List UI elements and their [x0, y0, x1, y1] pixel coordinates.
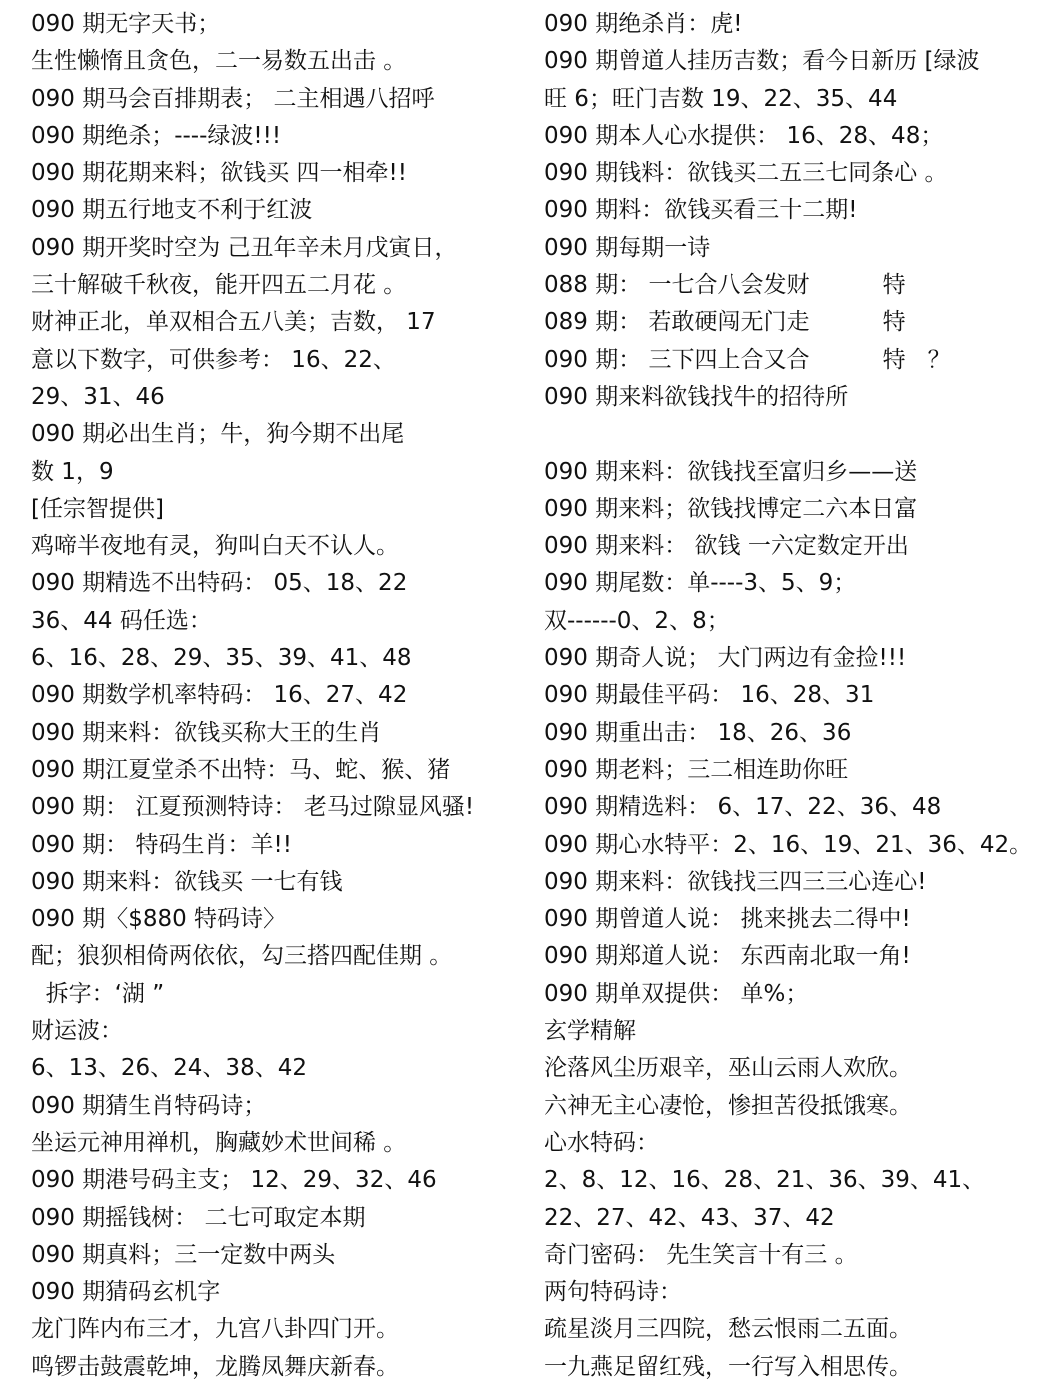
text-line: 090 期钱料：欲钱买二五三七同条心 。: [544, 160, 948, 187]
left-column: [31, 6, 521, 1386]
text-line: 090 期来料欲钱找牛的招待所: [544, 383, 849, 410]
text-line: 090 期必出生肖；牛，狗今期不出尾: [31, 421, 405, 448]
text-line: 090 期本人心水提供： 16、28、48；: [544, 122, 944, 149]
text-line: 36、44 码任选：: [31, 607, 212, 634]
text-line: 沦落风尘历艰辛，巫山云雨人欢欣。: [544, 1055, 912, 1082]
text-line: 坐运元神用禅机，胸藏妙术世间稀 。: [31, 1129, 407, 1156]
text-line: 三十解破千秋夜，能开四五二月花 。: [31, 272, 407, 299]
text-line: 090 期绝杀；----绿波!!!: [31, 122, 282, 149]
text-line: 疏星淡月三四院，愁云恨雨二五面。: [544, 1316, 912, 1343]
text-line: 生性懒惰且贪色，二一易数五出击 。: [31, 48, 407, 75]
text-line: 090 期来料：欲钱找三四三三心连心!: [544, 868, 927, 895]
text-line: 090 期来料：欲钱找至富归乡——送: [544, 458, 918, 485]
text-line: 090 期无字天书；: [31, 11, 221, 37]
text-line: 心水特码：: [544, 1129, 659, 1156]
text-line: 090 期来料：欲钱买称大王的生肖: [31, 719, 382, 746]
text-line: 一九燕足留红残，一行写入相思传。: [544, 1353, 912, 1380]
text-line: 090 期郑道人说： 东西南北取一角!: [544, 943, 911, 970]
text-line: 090 期曾道人说： 挑来挑去二得中!: [544, 906, 911, 933]
text-line: 090 期心水特平：2、16、19、21、36、42。: [544, 831, 1033, 858]
text-line: 090 期单双提供： 单%；: [544, 980, 809, 1007]
text-line: 090 期〈$880 特码诗〉: [31, 906, 287, 933]
text-line: 龙门阵内布三才，九宫八卦四门开。: [31, 1316, 399, 1343]
text-line: 玄学精解: [544, 1018, 636, 1045]
text-line: 29、31、46: [31, 383, 165, 410]
text-line: 旺 6；旺门吉数 19、22、35、44: [544, 85, 898, 112]
text-line: 090 期猜码玄机字: [31, 1279, 221, 1306]
text-line: 090 期： 江夏预测特诗： 老马过隙显风骚!: [31, 794, 475, 821]
text-line: 090 期每期一诗: [544, 234, 711, 261]
text-line: [任宗智提供]: [31, 495, 164, 522]
text-line: 2、8、12、16、28、21、36、39、41、: [544, 1167, 986, 1194]
text-line: 6、13、26、24、38、42: [31, 1055, 307, 1082]
text-line: 配；狼狈相倚两依依，勾三搭四配佳期 。: [31, 943, 453, 970]
text-line: 鸡啼半夜地有灵，狗叫白天不认人。: [31, 533, 399, 560]
text-line: [544, 416, 1040, 453]
text-line: 090 期来料： 欲钱 一六定数定开出: [544, 533, 909, 560]
text-line: 088 期： 一七合八会发财 特: [544, 272, 906, 299]
text-line: 财神正北，单双相合五八美；吉数， 17: [31, 309, 436, 336]
text-line: 090 期真料；三一定数中两头: [31, 1241, 336, 1268]
text-line: 090 期料：欲钱买看三十二期!: [544, 197, 858, 224]
text-line: 22、27、42、43、37、42: [544, 1204, 835, 1231]
text-line: 090 期老料；三二相连助你旺: [544, 756, 849, 783]
text-line: 089 期： 若敢硬闯无门走 特: [544, 309, 906, 336]
text-line: 090 期精选料： 6、17、22、36、48: [544, 794, 942, 821]
text-line: 意以下数字，可供参考： 16、22、: [31, 346, 396, 373]
text-line: 数 1，9: [31, 458, 114, 485]
text-line: 090 期： 特码生肖：羊!!: [31, 831, 292, 858]
text-line: 090 期来料；欲钱找博定二六本日富: [544, 495, 918, 522]
text-line: 090 期港号码主支； 12、29、32、46: [31, 1167, 437, 1194]
text-line: 090 期江夏堂杀不出特：马、蛇、猴、猪: [31, 756, 451, 783]
text-line: 090 期花期来料；欲钱买 四一相牵!!: [31, 160, 407, 187]
text-line: 拆字：‘湖 ”: [31, 980, 165, 1007]
text-line: 090 期开奖时空为 己丑年辛未月戊寅日，: [31, 234, 458, 261]
text-line: 090 期尾数：单----3、5、9；: [544, 570, 857, 597]
text-line: 两句特码诗：: [544, 1279, 682, 1306]
text-line: 财运波：: [31, 1018, 123, 1045]
text-line: 双------0、2、8；: [544, 607, 730, 634]
text-line: 090 期摇钱树： 二七可取定本期: [31, 1204, 366, 1231]
text-line: 090 期绝杀肖：虎!: [544, 11, 743, 37]
text-line: 090 期重出击： 18、26、36: [544, 719, 852, 746]
text-line: 六神无主心凄怆，惨担苦役抵饿寒。: [544, 1092, 912, 1119]
text-line: 鸣锣击鼓震乾坤，龙腾凤舞庆新春。: [31, 1353, 399, 1380]
text-line: 090 期精选不出特码： 05、18、22: [31, 570, 408, 597]
text-line: 090 期猜生肖特码诗；: [31, 1092, 267, 1119]
text-line: 090 期最佳平码： 16、28、31: [544, 682, 875, 709]
text-line: 090 期： 三下四上合又合 特 ？: [544, 346, 951, 373]
text-line: 奇门密码： 先生笑言十有三 。: [544, 1241, 858, 1268]
text-line: 090 期马会百排期表； 二主相遇八招呼: [31, 85, 435, 112]
text-line: 090 期来料：欲钱买 一七有钱: [31, 868, 343, 895]
text-line: 090 期五行地支不利于红波: [31, 197, 313, 224]
text-line: 090 期奇人说； 大门两边有金捡!!!: [544, 645, 907, 672]
right-column: [544, 6, 1040, 1386]
text-line: 090 期数学机率特码： 16、27、42: [31, 682, 408, 709]
text-line: 090 期曾道人挂历吉数；看今日新历 [绿波: [544, 48, 980, 75]
text-line: 6、16、28、29、35、39、41、48: [31, 645, 412, 672]
